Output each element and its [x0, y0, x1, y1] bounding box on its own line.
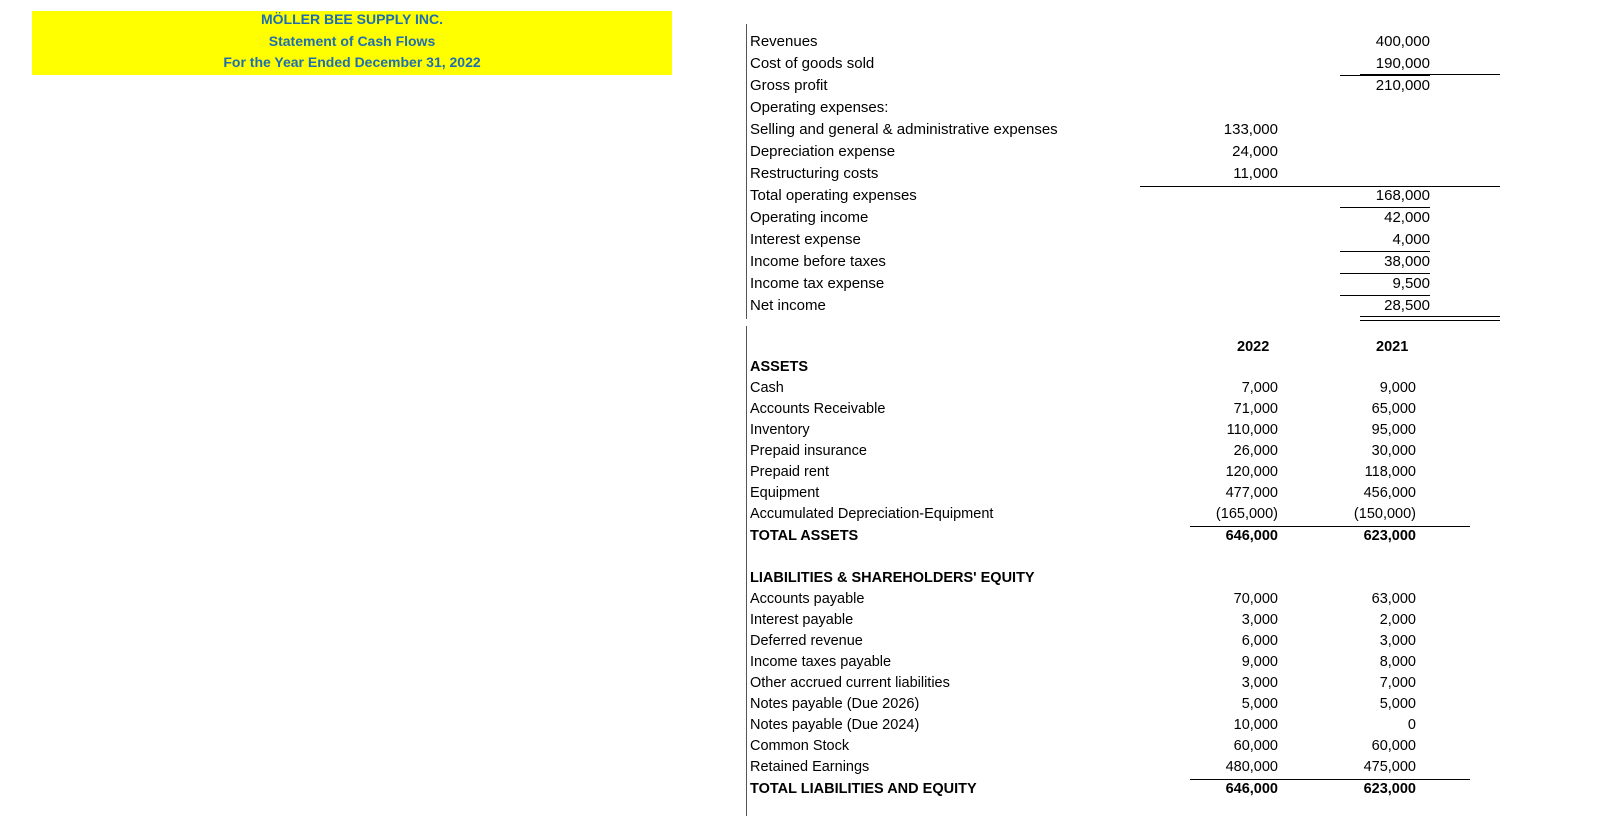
balance-sheet-rule [746, 326, 747, 816]
bs-row-notes-payable-2026: Notes payable (Due 2026) 5,000 5,000 [750, 696, 1416, 712]
year-header-current: 2022 [1237, 339, 1270, 355]
bs-row-notes-payable-2024: Notes payable (Due 2024) 10,000 0 [750, 717, 1416, 733]
bs-row-prepaid-rent: Prepaid rent 120,000 118,000 [750, 464, 1416, 480]
statement-header [32, 11, 672, 75]
cogs-underline [1360, 74, 1500, 75]
bs-row-income-taxes-payable: Income taxes payable 9,000 8,000 [750, 654, 1416, 670]
income-statement-rule [746, 24, 747, 319]
bs-row-total-assets: TOTAL ASSETS 646,000 623,000 [750, 528, 1416, 544]
bs-row-common-stock: Common Stock 60,000 60,000 [750, 738, 1416, 754]
bs-row-inventory: Inventory 110,000 95,000 [750, 422, 1416, 438]
is-row-income-tax-expense: Income tax expense 9,500 [750, 273, 1510, 295]
bs-row-prepaid-insurance: Prepaid insurance 26,000 30,000 [750, 443, 1416, 459]
statement-period: For the Year Ended December 31, 2022 [223, 54, 481, 70]
net-income-double-underline [1360, 316, 1500, 321]
is-row-sga: Selling and general & administrative expenses 133,000 [750, 121, 1278, 138]
is-row-net-income: Net income 28,500 [750, 297, 1430, 314]
bs-row-accounts-receivable: Accounts Receivable 71,000 65,000 [750, 401, 1416, 417]
bs-row-accounts-payable: Accounts payable 70,000 63,000 [750, 591, 1416, 607]
assets-heading: ASSETS [750, 359, 809, 375]
bs-row-interest-payable: Interest payable 3,000 2,000 [750, 612, 1416, 628]
opex-subtotal-line [1140, 186, 1500, 187]
year-header-prior: 2021 [1376, 339, 1409, 355]
is-row-operating-expenses: Operating expenses: [750, 99, 889, 116]
bs-row-deferred-revenue: Deferred revenue 6,000 3,000 [750, 633, 1416, 649]
bs-row-accumulated-depreciation: Accumulated Depreciation-Equipment (165,000) (150,000) [750, 506, 1416, 522]
is-row-operating-income: Operating income 42,000 [750, 209, 1430, 226]
is-row-gross-profit: Gross profit 210,000 [750, 77, 1430, 94]
is-row-restructuring: Restructuring costs 11,000 [750, 165, 1278, 182]
company-name: MÖLLER BEE SUPPLY INC. [260, 11, 444, 27]
is-row-revenues: Revenues 400,000 [750, 33, 1430, 50]
is-row-depreciation: Depreciation expense 24,000 [750, 143, 1278, 160]
is-row-cogs: Cost of goods sold 190,000 [750, 53, 1510, 75]
bs-row-total-liabilities-equity: TOTAL LIABILITIES AND EQUITY 646,000 623,000 [750, 781, 1416, 797]
statement-title: Statement of Cash Flows [268, 33, 436, 49]
bs-row-retained-earnings: Retained Earnings 480,000 475,000 [750, 759, 1416, 775]
is-row-interest-expense: Interest expense 4,000 [750, 229, 1510, 251]
liabilities-heading: LIABILITIES & SHAREHOLDERS' EQUITY [750, 570, 1035, 586]
is-row-total-operating-expenses: Total operating expenses 168,000 [750, 185, 1510, 207]
is-row-income-before-taxes: Income before taxes 38,000 [750, 251, 1510, 273]
bs-row-equipment: Equipment 477,000 456,000 [750, 485, 1416, 501]
bs-row-cash: Cash 7,000 9,000 [750, 380, 1416, 396]
bs-row-other-accrued-liabilities: Other accrued current liabilities 3,000 7,000 [750, 675, 1416, 691]
